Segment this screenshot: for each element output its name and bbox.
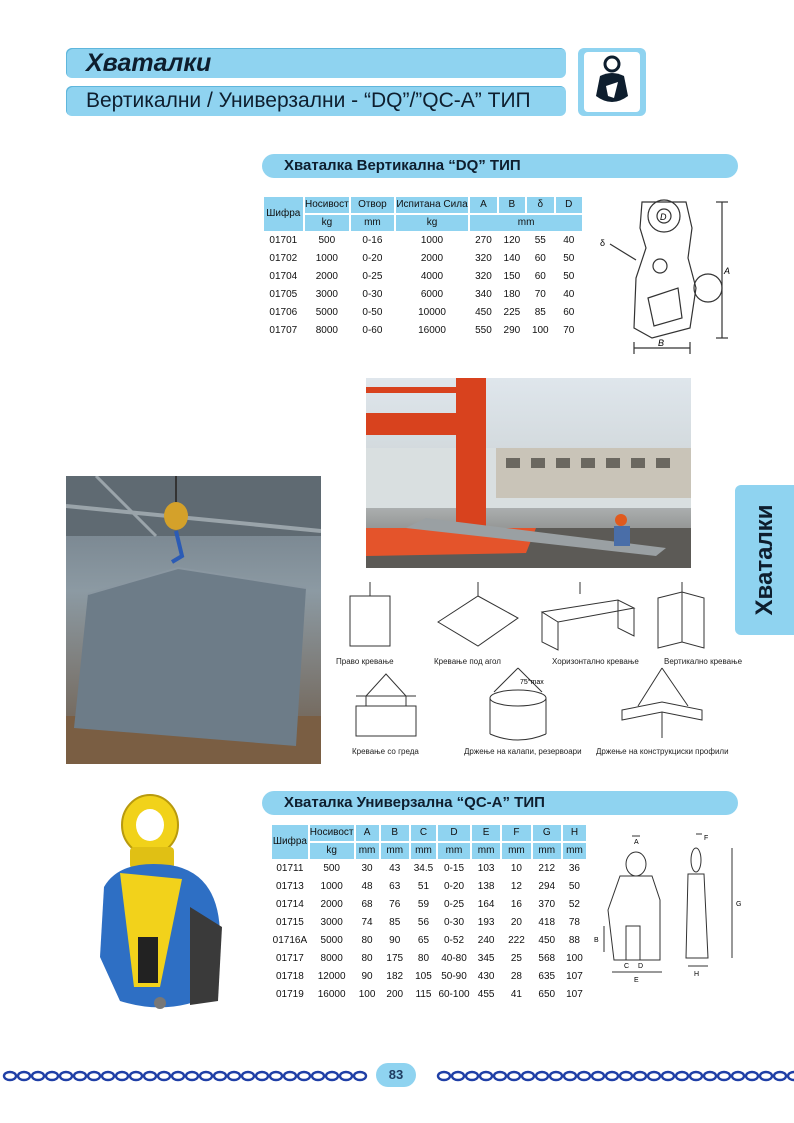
dq-table-row — [264, 305, 582, 321]
dq-cell: 70 — [527, 287, 553, 303]
qca-cell: 8000 — [310, 951, 354, 967]
qca-cell: 240 — [472, 933, 500, 949]
qca-cell: 76 — [381, 897, 409, 913]
qca-cell: 50-90 — [438, 969, 470, 985]
dq-cell: 01707 — [264, 323, 303, 339]
qca-cell: 500 — [310, 861, 354, 877]
chain-link — [88, 1072, 100, 1080]
qca-dim-g: G — [736, 901, 742, 908]
qca-unit-cell: kg — [310, 843, 354, 859]
qca-cell: 50 — [563, 879, 586, 895]
dq-dim-d: D — [660, 212, 667, 222]
usage-caption: Држење на конструкциски профили — [596, 747, 729, 756]
dq-cell: 40 — [556, 287, 583, 303]
qca-header-cell: E — [472, 825, 500, 841]
qca-header-cell: Носивост — [310, 825, 354, 841]
dq-cell: 0-30 — [351, 287, 394, 303]
qca-header-cell: D — [438, 825, 470, 841]
dq-cell: 340 — [470, 287, 496, 303]
qca-cell: 78 — [563, 915, 586, 931]
qca-cell: 107 — [563, 987, 586, 1003]
qca-cell: 2000 — [310, 897, 354, 913]
dq-table-body — [264, 233, 582, 339]
qca-cell: 430 — [472, 969, 500, 985]
usage-caption: Кревање под агол — [434, 657, 501, 666]
dq-cell: 0-20 — [351, 251, 394, 267]
chain-link — [662, 1072, 674, 1080]
page-subtitle: Вертикални / Универзални - “DQ”/”QC-A” ТИП — [86, 89, 531, 112]
hook-logo-icon — [584, 52, 640, 112]
qca-cell: 80 — [356, 933, 379, 949]
dq-cell: 140 — [499, 251, 525, 267]
dq-unit-cell: kg — [305, 215, 349, 231]
qca-header-cell: B — [381, 825, 409, 841]
qca-cell: 1000 — [310, 879, 354, 895]
qca-cell: 52 — [563, 897, 586, 913]
qca-cell: 60-100 — [438, 987, 470, 1003]
straight-lift-sketch — [336, 582, 426, 652]
qca-cell: 68 — [356, 897, 379, 913]
qca-cell: 88 — [563, 933, 586, 949]
chain-link — [774, 1072, 786, 1080]
page-number-badge — [376, 1063, 416, 1087]
qca-dim-b: B — [594, 937, 599, 944]
chain-link — [312, 1072, 324, 1080]
dq-cell: 500 — [305, 233, 349, 249]
dq-cell: 270 — [470, 233, 496, 249]
dq-cell: 16000 — [396, 323, 468, 339]
qca-cell: 0-20 — [438, 879, 470, 895]
chain-link — [578, 1072, 590, 1080]
qca-unit-cell: mm — [472, 843, 500, 859]
dq-cell: 4000 — [396, 269, 468, 285]
qca-cell: 0-15 — [438, 861, 470, 877]
usage-caption: Држење на калапи, резервоари — [464, 747, 582, 756]
dq-cell: 01701 — [264, 233, 303, 249]
dq-cell: 85 — [527, 305, 553, 321]
chain-link — [648, 1072, 660, 1080]
qca-dim-a: A — [634, 839, 639, 846]
qca-unit-cell: mm — [563, 843, 586, 859]
qca-cell: 48 — [356, 879, 379, 895]
dq-cell: 1000 — [305, 251, 349, 267]
chain-link — [298, 1072, 310, 1080]
chain-link — [242, 1072, 254, 1080]
chain-link — [522, 1072, 534, 1080]
qca-cell: 0-25 — [438, 897, 470, 913]
qca-cell: 107 — [563, 969, 586, 985]
angle-label: 75°max — [520, 679, 544, 686]
dq-table-row — [264, 233, 582, 249]
page-title: Хваталки — [86, 49, 212, 77]
chain-link — [32, 1072, 44, 1080]
qca-cell: 345 — [472, 951, 500, 967]
chain-link — [494, 1072, 506, 1080]
qca-cell: 568 — [533, 951, 561, 967]
chain-link — [228, 1072, 240, 1080]
qca-unit-cell: mm — [502, 843, 530, 859]
qca-cell: 01713 — [272, 879, 308, 895]
chain-link — [284, 1072, 296, 1080]
usage-caption: Вертикално кревање — [664, 657, 743, 666]
qca-header-cell: A — [356, 825, 379, 841]
chain-link — [326, 1072, 338, 1080]
qca-dim-d: D — [638, 963, 644, 970]
dq-header-cell: Шифра — [264, 197, 303, 231]
qca-table-row — [272, 897, 586, 913]
qca-header-cell: G — [533, 825, 561, 841]
qca-heading: Хваталка Универзална “QC-A” ТИП — [284, 794, 545, 811]
qca-cell: 450 — [533, 933, 561, 949]
qca-cell: 51 — [411, 879, 436, 895]
qca-unit-cell: mm — [381, 843, 409, 859]
dq-cell: 5000 — [305, 305, 349, 321]
chain-link — [158, 1072, 170, 1080]
chain-link — [704, 1072, 716, 1080]
qca-cell: 01718 — [272, 969, 308, 985]
chain-link — [592, 1072, 604, 1080]
chain-link — [732, 1072, 744, 1080]
chain-link — [18, 1072, 30, 1080]
chain-link — [536, 1072, 548, 1080]
dq-cell: 01705 — [264, 287, 303, 303]
qca-header-cell: Шифра — [272, 825, 308, 859]
chain-link — [186, 1072, 198, 1080]
dq-cell: 60 — [527, 269, 553, 285]
qca-cell: 100 — [356, 987, 379, 1003]
qca-cell: 164 — [472, 897, 500, 913]
dq-dim-delta: δ — [600, 238, 606, 248]
qca-cell: 34.5 — [411, 861, 436, 877]
usage-caption: Правo кревање — [336, 657, 394, 666]
chain-link — [480, 1072, 492, 1080]
qca-table-row — [272, 987, 586, 1003]
chain-link — [676, 1072, 688, 1080]
qca-cell: 16000 — [310, 987, 354, 1003]
qca-cell: 100 — [563, 951, 586, 967]
dq-cell: 60 — [556, 305, 583, 321]
qca-cell: 40-80 — [438, 951, 470, 967]
dq-cell: 225 — [499, 305, 525, 321]
chain-link — [550, 1072, 562, 1080]
dq-dim-a: A — [724, 266, 731, 276]
dq-cell: 320 — [470, 269, 496, 285]
chain-link — [46, 1072, 58, 1080]
logo — [578, 48, 646, 116]
qca-table-body — [272, 861, 586, 1003]
horizontal-lift-sketch — [538, 582, 638, 652]
dq-cell: 0-60 — [351, 323, 394, 339]
chain-link — [256, 1072, 268, 1080]
chain-link — [130, 1072, 142, 1080]
dq-table-row — [264, 287, 582, 303]
side-tab-label: Хваталки — [750, 504, 778, 616]
qca-cell: 59 — [411, 897, 436, 913]
dq-unit-cell: mm — [470, 215, 582, 231]
qca-table-row — [272, 933, 586, 949]
qca-cell: 175 — [381, 951, 409, 967]
dq-cell: 180 — [499, 287, 525, 303]
dq-unit-cell: mm — [351, 215, 394, 231]
dq-cell: 3000 — [305, 287, 349, 303]
page-number: 83 — [388, 1067, 404, 1082]
chain-link — [620, 1072, 632, 1080]
chain-link — [354, 1072, 366, 1080]
qca-cell: 193 — [472, 915, 500, 931]
dq-header-cell: Отвор — [351, 197, 394, 213]
chain-link — [788, 1072, 794, 1080]
qca-dim-c: C — [624, 963, 630, 970]
chain-link — [760, 1072, 772, 1080]
qca-cell: 222 — [502, 933, 530, 949]
dq-header-cell: δ — [527, 197, 553, 213]
chain-link — [606, 1072, 618, 1080]
dq-cell: 01702 — [264, 251, 303, 267]
qca-cell: 455 — [472, 987, 500, 1003]
qca-cell: 01716A — [272, 933, 308, 949]
dq-cell: 70 — [556, 323, 583, 339]
chain-link — [438, 1072, 450, 1080]
plate-lifting-photo — [66, 476, 321, 764]
dq-table-row — [264, 269, 582, 285]
chain-link — [144, 1072, 156, 1080]
chain-link — [508, 1072, 520, 1080]
qca-heading-bar — [262, 791, 738, 815]
qca-cell: 200 — [381, 987, 409, 1003]
dq-cell: 0-16 — [351, 233, 394, 249]
angle-lift-sketch — [432, 582, 522, 652]
chain-link — [690, 1072, 702, 1080]
dq-cell: 01706 — [264, 305, 303, 321]
qca-unit-cell: mm — [438, 843, 470, 859]
qca-dim-f: F — [704, 835, 709, 842]
chain-link — [746, 1072, 758, 1080]
qca-unit-cell: mm — [533, 843, 561, 859]
qca-header-cell: H — [563, 825, 586, 841]
qca-cell: 3000 — [310, 915, 354, 931]
chain-link — [172, 1072, 184, 1080]
qca-table-row — [272, 861, 586, 877]
chain-link — [214, 1072, 226, 1080]
dq-cell: 150 — [499, 269, 525, 285]
qca-cell: 0-30 — [438, 915, 470, 931]
chain-link — [102, 1072, 114, 1080]
dq-header-cell: B — [499, 197, 525, 213]
chain-link — [564, 1072, 576, 1080]
qca-cell: 80 — [356, 951, 379, 967]
qca-cell: 138 — [472, 879, 500, 895]
tank-lift-sketch — [478, 666, 558, 742]
dq-heading-bar — [262, 154, 738, 178]
qca-dim-e: E — [634, 977, 639, 984]
qca-dim-h: H — [694, 971, 700, 978]
qca-cell: 25 — [502, 951, 530, 967]
qca-unit-cell: mm — [411, 843, 436, 859]
crane-photo — [366, 378, 691, 568]
qca-cell: 418 — [533, 915, 561, 931]
title-bar — [66, 48, 566, 78]
chain-link — [74, 1072, 86, 1080]
dq-cell: 0-50 — [351, 305, 394, 321]
dq-cell: 120 — [499, 233, 525, 249]
qca-table-row — [272, 951, 586, 967]
dq-cell: 50 — [556, 251, 583, 267]
qca-cell: 0-52 — [438, 933, 470, 949]
qca-cell: 28 — [502, 969, 530, 985]
dq-cell: 290 — [499, 323, 525, 339]
chain-link — [60, 1072, 72, 1080]
qca-cell: 74 — [356, 915, 379, 931]
side-tab — [735, 485, 794, 635]
qca-cell: 12000 — [310, 969, 354, 985]
subtitle-bar — [66, 86, 566, 116]
qca-cell: 90 — [381, 933, 409, 949]
dq-cell: 550 — [470, 323, 496, 339]
dq-cell: 01704 — [264, 269, 303, 285]
dq-spec-table — [262, 195, 584, 341]
dq-header-cell: D — [556, 197, 583, 213]
qca-cell: 90 — [356, 969, 379, 985]
qca-dimension-diagram — [590, 830, 750, 990]
qca-cell: 30 — [356, 861, 379, 877]
qca-clamp-photo — [90, 787, 240, 1027]
qca-cell: 16 — [502, 897, 530, 913]
qca-cell: 12 — [502, 879, 530, 895]
qca-header-cell: C — [411, 825, 436, 841]
qca-cell: 01715 — [272, 915, 308, 931]
dq-header-cell: Испитана Сила — [396, 197, 468, 213]
dq-heading: Хваталка Вертикална “DQ” ТИП — [284, 157, 521, 174]
chain-link — [340, 1072, 352, 1080]
profile-lift-sketch — [618, 666, 708, 742]
dq-cell: 60 — [527, 251, 553, 267]
dq-table-row — [264, 251, 582, 267]
qca-cell: 650 — [533, 987, 561, 1003]
usage-caption: Кревање со греда — [352, 747, 419, 756]
qca-cell: 85 — [381, 915, 409, 931]
dq-header-cell: A — [470, 197, 496, 213]
dq-dimension-diagram — [596, 188, 736, 358]
qca-table-row — [272, 915, 586, 931]
dq-cell: 2000 — [305, 269, 349, 285]
qca-cell: 212 — [533, 861, 561, 877]
qca-cell: 20 — [502, 915, 530, 931]
chain-link — [200, 1072, 212, 1080]
dq-cell: 40 — [556, 233, 583, 249]
beam-lift-sketch — [346, 670, 426, 740]
dq-table-row — [264, 323, 582, 339]
vertical-lift-sketch — [648, 582, 718, 652]
dq-cell: 55 — [527, 233, 553, 249]
dq-cell: 320 — [470, 251, 496, 267]
chain-link — [270, 1072, 282, 1080]
qca-cell: 65 — [411, 933, 436, 949]
qca-cell: 80 — [411, 951, 436, 967]
qca-cell: 635 — [533, 969, 561, 985]
qca-cell: 43 — [381, 861, 409, 877]
qca-spec-table — [270, 823, 588, 1005]
dq-cell: 450 — [470, 305, 496, 321]
chain-link — [116, 1072, 128, 1080]
qca-cell: 103 — [472, 861, 500, 877]
chain-link — [466, 1072, 478, 1080]
qca-cell: 182 — [381, 969, 409, 985]
dq-cell: 100 — [527, 323, 553, 339]
qca-cell: 01714 — [272, 897, 308, 913]
qca-cell: 01711 — [272, 861, 308, 877]
dq-header-cell: Носивост — [305, 197, 349, 213]
dq-cell: 10000 — [396, 305, 468, 321]
dq-dim-b: B — [658, 338, 665, 348]
usage-caption: Хоризонтално кревање — [552, 657, 639, 666]
qca-cell: 56 — [411, 915, 436, 931]
qca-cell: 01719 — [272, 987, 308, 1003]
chain-link — [634, 1072, 646, 1080]
qca-cell: 370 — [533, 897, 561, 913]
dq-unit-cell: kg — [396, 215, 468, 231]
chain-link — [452, 1072, 464, 1080]
qca-cell: 10 — [502, 861, 530, 877]
qca-cell: 41 — [502, 987, 530, 1003]
qca-header-cell: F — [502, 825, 530, 841]
qca-cell: 01717 — [272, 951, 308, 967]
dq-cell: 0-25 — [351, 269, 394, 285]
dq-cell: 1000 — [396, 233, 468, 249]
qca-cell: 115 — [411, 987, 436, 1003]
qca-cell: 105 — [411, 969, 436, 985]
qca-cell: 36 — [563, 861, 586, 877]
dq-cell: 8000 — [305, 323, 349, 339]
qca-cell: 5000 — [310, 933, 354, 949]
qca-unit-cell: mm — [356, 843, 379, 859]
chain-link — [4, 1072, 16, 1080]
dq-cell: 50 — [556, 269, 583, 285]
qca-cell: 63 — [381, 879, 409, 895]
qca-cell: 294 — [533, 879, 561, 895]
chain-link — [718, 1072, 730, 1080]
dq-cell: 6000 — [396, 287, 468, 303]
qca-table-row — [272, 879, 586, 895]
dq-cell: 2000 — [396, 251, 468, 267]
qca-table-row — [272, 969, 586, 985]
